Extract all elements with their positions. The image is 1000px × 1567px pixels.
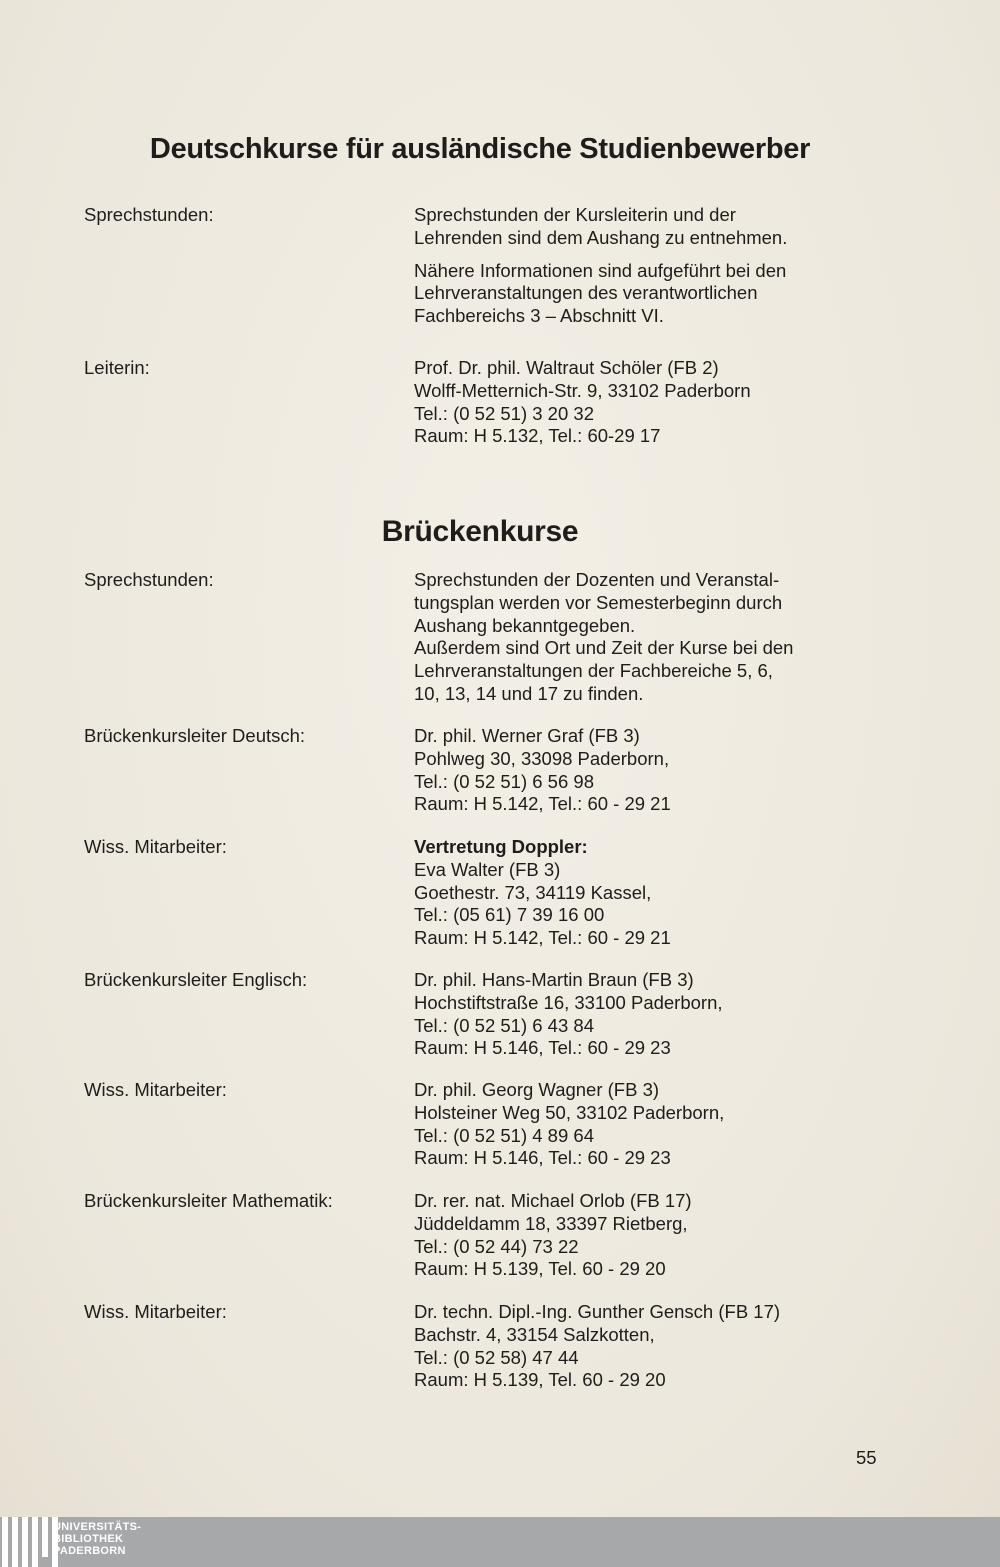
text-line: Raum: H 5.142, Tel.: 60 - 29 21 [414, 793, 671, 815]
text-line: Raum: H 5.146, Tel.: 60 - 29 23 [414, 1037, 671, 1059]
text-line: Hochstiftstraße 16, 33100 Paderborn, [414, 991, 723, 1013]
text-line: Dr. phil. Hans-Martin Braun (FB 3) [414, 969, 694, 990]
logo-line: UNIVERSITÄTS- [53, 1521, 142, 1533]
entry-value [414, 204, 854, 328]
text-line: Pohlweg 30, 33098 Paderborn, [414, 747, 670, 769]
text-line: Raum: H 5.142, Tel.: 60 - 29 21 [414, 927, 671, 949]
section-title-brueckenkurse: Brückenkurse [381, 515, 579, 548]
library-footer-bar [0, 1517, 1000, 1567]
text-line: Nähere Informationen sind aufgeführt bei den [414, 259, 787, 281]
entry-label: Brückenkursleiter Englisch: [84, 969, 308, 990]
entry-value [414, 1079, 854, 1170]
entry-value [414, 1301, 854, 1392]
text-line-bold: Vertretung Doppler: [414, 836, 588, 857]
text-line: Lehrenden sind dem Aushang zu entnehmen. [414, 226, 788, 248]
text-line: Lehrveranstaltungen des verantwortlichen [414, 282, 758, 304]
text-line: Dr. rer. nat. Michael Orlob (FB 17) [414, 1190, 692, 1211]
entry-label: Sprechstunden: [84, 569, 214, 590]
entry-value [414, 836, 854, 950]
text-line: Wolff-Metternich-Str. 9, 33102 Paderborn [414, 379, 751, 401]
text-line: Raum: H 5.139, Tel. 60 - 29 20 [414, 1258, 666, 1280]
text-line: Raum: H 5.132, Tel.: 60-29 17 [414, 425, 661, 447]
text-line: Tel.: (0 52 51) 6 43 84 [414, 1014, 594, 1036]
text-line: Goethestr. 73, 34119 Kassel, [414, 881, 652, 903]
entry-value [414, 569, 854, 706]
page-number: 55 [856, 1447, 877, 1468]
logo-line: PADERBORN [53, 1545, 126, 1557]
text-line: Fachbereichs 3 – Abschnitt VI. [414, 305, 664, 327]
entry-label: Leiterin: [84, 357, 150, 378]
text-line: 10, 13, 14 und 17 zu finden. [414, 682, 644, 704]
text-line: Holsteiner Weg 50, 33102 Paderborn, [414, 1101, 725, 1123]
text-line: tungsplan werden vor Semesterbeginn durch [414, 591, 783, 613]
text-line: Lehrveranstaltungen der Fachbereiche 5, 6, [414, 660, 773, 682]
text-line: Jüddeldamm 18, 33397 Rietberg, [414, 1212, 688, 1234]
text-line: Tel.: (0 52 51) 6 56 98 [414, 770, 594, 792]
entry-label: Brückenkursleiter Mathematik: [84, 1190, 333, 1211]
section-title-deutschkurse: Deutschkurse für ausländische Studienbewerber [149, 133, 811, 165]
entry-value [414, 357, 854, 448]
entry-label: Brückenkursleiter Deutsch: [84, 725, 306, 746]
entry-value [414, 969, 854, 1060]
text-line: Tel.: (0 52 44) 73 22 [414, 1235, 579, 1257]
text-line: Tel.: (05 61) 7 39 16 00 [414, 904, 605, 926]
text-line: Außerdem sind Ort und Zeit der Kurse bei den [414, 637, 794, 659]
text-line: Raum: H 5.146, Tel.: 60 - 29 23 [414, 1147, 671, 1169]
text-line: Bachstr. 4, 33154 Salzkotten, [414, 1323, 655, 1345]
library-logo-text [53, 1521, 141, 1557]
text-line: Eva Walter (FB 3) [414, 858, 561, 880]
text-line: Tel.: (0 52 51) 4 89 64 [414, 1124, 594, 1146]
library-logo-icon [0, 1517, 58, 1567]
text-line: Sprechstunden der Kursleiterin und der [414, 204, 736, 225]
text-line: Tel.: (0 52 58) 47 44 [414, 1346, 579, 1368]
text-line: Tel.: (0 52 51) 3 20 32 [414, 402, 594, 424]
logo-line: BIBLIOTHEK [53, 1533, 124, 1545]
text-line: Sprechstunden der Dozenten und Veranstal- [414, 569, 780, 590]
entry-label: Wiss. Mitarbeiter: [84, 836, 227, 857]
entry-value [414, 725, 854, 816]
entry-value [414, 1190, 854, 1281]
text-line: Dr. phil. Werner Graf (FB 3) [414, 725, 640, 746]
entry-label: Wiss. Mitarbeiter: [84, 1079, 227, 1100]
text-line: Aushang bekanntgegeben. [414, 614, 636, 636]
text-line: Prof. Dr. phil. Waltraut Schöler (FB 2) [414, 357, 719, 378]
text-line: Raum: H 5.139, Tel. 60 - 29 20 [414, 1369, 666, 1391]
text-line: Dr. phil. Georg Wagner (FB 3) [414, 1079, 660, 1100]
entry-label: Sprechstunden: [84, 204, 214, 225]
entry-label: Wiss. Mitarbeiter: [84, 1301, 227, 1322]
text-line: Dr. techn. Dipl.-Ing. Gunther Gensch (FB 17) [414, 1301, 781, 1322]
